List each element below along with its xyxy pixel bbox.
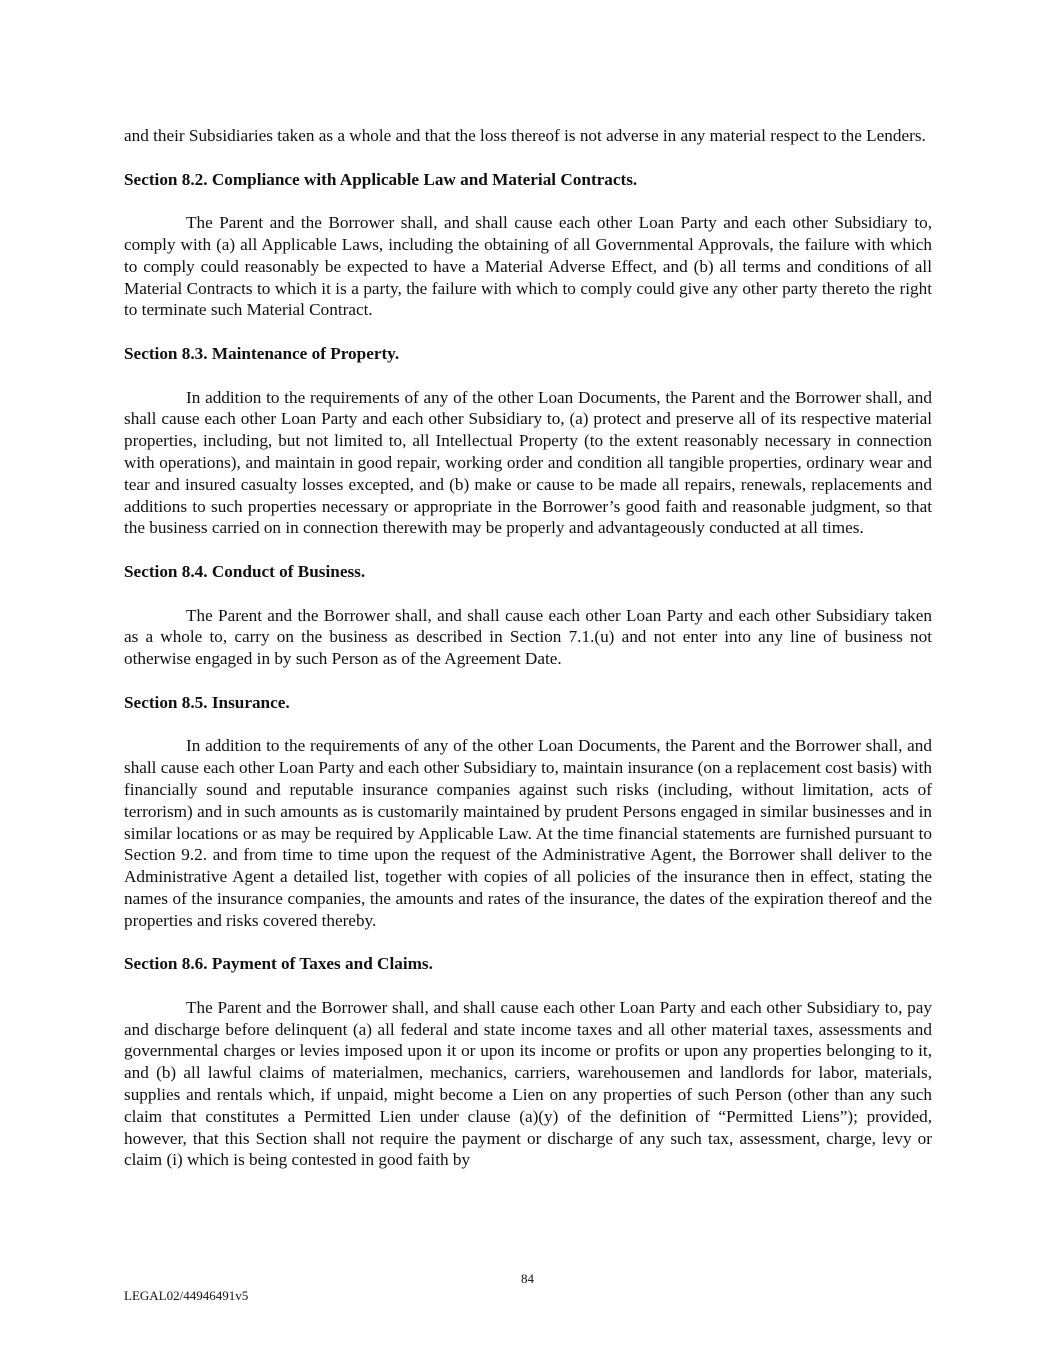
section-8-3-heading: Section 8.3. Maintenance of Property.	[124, 343, 400, 363]
section-8-3-body: In addition to the requirements of any of the other Loan Documents, the Parent and the Borrower shall, and shall cause each other Loan Party and each other Subsidiary to, (a) protect and preserve all of its respective material properties, including, but not limited to, all Intellectual Property (to the extent reasonably necessary in connection with operations), and maintain in good repair, working order and condition all tangible properties, ordinary wear and tear and insured casualty losses excepted, and (b) make or cause to be made all repairs, renewals, replacements and additions to such properties necessary or appropriate in the Borrower’s good faith and reasonable judgment, so that the business carried on in connection therewith may be properly and advantageously conducted at all times.	[124, 387, 932, 538]
section-8-5-body: In addition to the requirements of any of the other Loan Documents, the Parent and the Borrower shall, and shall cause each other Loan Party and each other Subsidiary to, maintain insurance (on a replacement cost basis) with financially sound and reputable insurance companies against such risks (including, without limitation, acts of terrorism) and in such amounts as is customarily maintained by prudent Persons engaged in similar businesses and in similar locations or as may be required by Applicable Law. At the time financial statements are furnished pursuant to Section 9.2. and from time to time upon the request of the Administrative Agent, the Borrower shall deliver to the Administrative Agent a detailed list, together with copies of all policies of the insurance then in effect, stating the names of the insurance companies, the amounts and rates of the insurance, the dates of the expiration thereof and the properties and risks covered thereby.	[124, 736, 933, 930]
section-8-4-body: The Parent and the Borrower shall, and shall cause each other Loan Party and each other Subsidiary taken as a whole to, carry on the business as described in Section 7.1.(u) and not enter into any line of business not otherwise engaged in by such Person as of the Agreement Date.	[124, 605, 932, 669]
section-8-6-heading: Section 8.6. Payment of Taxes and Claims.	[124, 954, 433, 974]
section-8-6-body: The Parent and the Borrower shall, and shall cause each other Loan Party and each other Subsidiary to, pay and discharge before delinquent (a) all federal and state income taxes and all other material taxes, assessments and governmental charges or levies imposed upon it or upon its income or profits or upon any properties belonging to it, and (b) all lawful claims of materialmen, mechanics, carriers, warehousemen and landlords for labor, materials, supplies and rentals which, if unpaid, might become a Lien on any properties of such Person (other than any such claim that constitutes a Permitted Lien under clause (a)(y) of the definition of “Permitted Liens”); provided, however, that this Section shall not require the payment or discharge of any such tax, assessment, charge, levy or claim (i) which is being contested in good faith by	[124, 997, 932, 1170]
document-page	[124, 125, 932, 1171]
page-number: 84	[521, 1271, 534, 1286]
section-8-4-heading: Section 8.4. Conduct of Business.	[124, 561, 366, 581]
document-id: LEGAL02/44946491v5	[124, 1288, 249, 1303]
section-8-2-body: The Parent and the Borrower shall, and shall cause each other Loan Party and each other Subsidiary to, comply with (a) all Applicable Laws, including the obtaining of all Governmental Approvals, the failure with which to comply could reasonably be expected to have a Material Adverse Effect, and (b) all terms and conditions of all Material Contracts to which it is a party, the failure with which to comply could give any other party thereto the right to terminate such Material Contract.	[124, 213, 932, 320]
section-8-5-heading: Section 8.5. Insurance.	[124, 692, 290, 712]
continuation-paragraph: and their Subsidiaries taken as a whole and that the loss thereof is not adverse in any material respect to the Lenders.	[124, 126, 926, 145]
section-8-2-heading: Section 8.2. Compliance with Applicable Law and Material Contracts.	[124, 169, 638, 189]
